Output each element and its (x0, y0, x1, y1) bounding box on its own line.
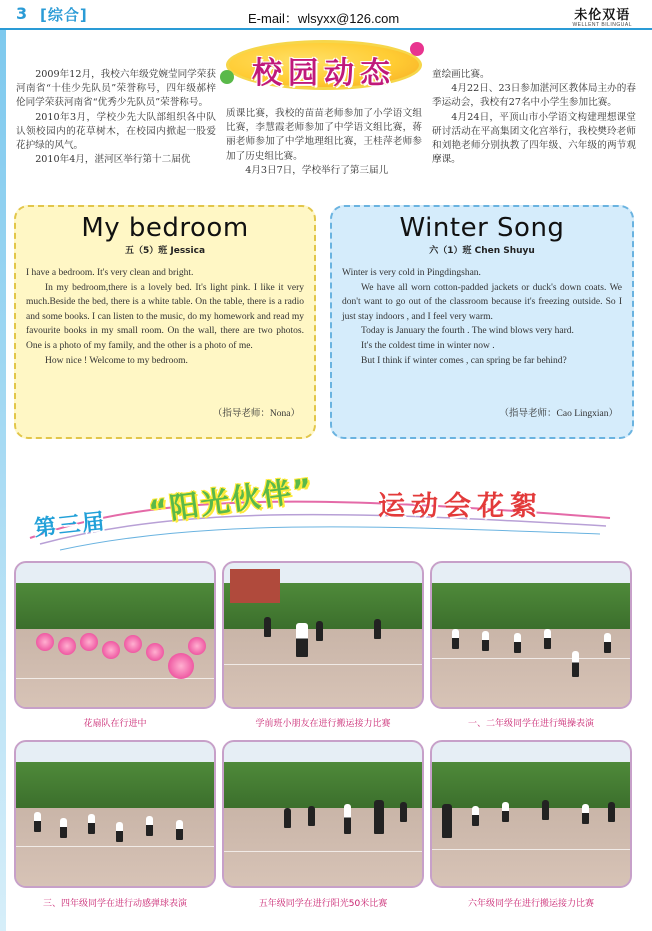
photo-caption: 学前班小朋友在进行搬运接力比赛 (255, 719, 391, 729)
page-number: 3 (16, 4, 28, 23)
news-paragraph: 质课比赛，我校的苗苗老师参加了小学语文组比赛，李慧霞老师参加了中学语文组比赛，蒋丽老师参加了中学地理组比赛，王桂萍老师参加了历史组比赛。 (226, 108, 422, 162)
sports-title-highlights: 运动会花絮 (378, 491, 543, 522)
photo-fan-team (14, 561, 216, 709)
article-paragraph: Winter is very cold in Pingdingshan. (342, 268, 481, 278)
article-title: Winter Song (399, 213, 565, 243)
campus-news-banner (226, 40, 422, 90)
sports-title-edition: 第三届 (33, 509, 108, 542)
article-teacher: （指导老师：Cao Lingxian） (499, 409, 618, 419)
left-margin-bar (0, 30, 6, 931)
news-column-2 (226, 107, 422, 178)
sports-title-theme: “阳光伙伴” (146, 471, 316, 529)
article-paragraph: How nice ! Welcome to my bedroom. (45, 355, 188, 366)
page-header (0, 0, 652, 30)
photo-caption: 五年级同学在进行阳光50米比赛 (258, 899, 388, 909)
news-paragraph: 4月22日、23日参加湛河区教体局主办的春季运动会，我校有27名中小学生参加比赛。 (432, 83, 636, 109)
article-byline: 五（5）班 Jessica (124, 246, 206, 256)
section-label: [综合] (40, 6, 88, 24)
news-paragraph: 4月3日7日，学校举行了第三届儿 (245, 164, 389, 176)
logo-english: WELLENT BILINGUAL (572, 22, 632, 28)
header-rule (0, 28, 652, 30)
news-paragraph: 童绘画比赛。 (432, 69, 490, 80)
photo-ball-performance (14, 740, 216, 888)
article-paragraph: But I think if winter comes , can spring be far behind? (361, 355, 567, 366)
article-paragraph: In my bedroom,there is a lovely bed. It's light pink. I like it very much.Beside the bed, there is a white table. On the table, there is a radio and some books. I can listen to the music, do my homework and read my favourite books in my small room. On the wall, there are two photos. One is a photo of my family, and the other is a photo of me. (26, 282, 304, 351)
photo-50m-race (222, 740, 424, 888)
photo-caption: 花扇队在行进中 (83, 719, 147, 729)
photo-caption: 六年级同学在进行搬运接力比赛 (467, 899, 594, 909)
article-title: My bedroom (81, 213, 249, 243)
publication-logo (572, 4, 632, 28)
article-body (342, 266, 622, 368)
article-paragraph: We have all worn cotton-padded jackets or duck's down coats. We don't want to go out of the classroom because it's freezing outside. So I just stay indoors , and I feel very warm. (342, 282, 622, 322)
news-column-3 (432, 68, 636, 167)
article-paragraph: It's the coldest time in winter now . (361, 340, 495, 351)
news-paragraph: 2010年4月，湛河区举行第十二届优 (35, 154, 191, 166)
email-address: E-mail：wlsyxx@126.com (248, 11, 400, 26)
photo-preschool-relay (222, 561, 424, 709)
news-paragraph: 2010年3月，学校少先大队部组织各中队认领校园内的花草树木，在校园内掀起一股爱花护绿的风气。 (16, 111, 216, 152)
logo-chinese: 未伦双语 (574, 8, 631, 23)
article-teacher: （指导老师：Nona） (212, 409, 300, 419)
banner-title: 校园动态 (252, 56, 396, 91)
photo-grade6-relay (430, 740, 632, 888)
article-paragraph: I have a bedroom. It's very clean and bright. (26, 268, 194, 278)
article-paragraph: Today is January the fourth . The wind blows very hard. (361, 326, 574, 337)
news-column-1 (16, 68, 216, 167)
article-body (26, 266, 304, 368)
my-bedroom-article (14, 205, 316, 439)
news-paragraph: 4月24日，平顶山市小学语文构建理想课堂研讨活动在平高集团文化宫举行，我校樊玲老师和刘艳老师分别执教了四年级、六年级的两节观摩课。 (432, 111, 636, 166)
photo-caption: 一、二年级同学在进行绳操表演 (467, 719, 594, 729)
winter-song-article (330, 205, 634, 439)
news-paragraph: 2009年12月，我校六年级党婉莹同学荣获河南省“十佳少先队员”荣誉称号，四年级郝梓伦同学荣获河南省“优秀少先队员”荣誉称号。 (16, 69, 216, 109)
photo-rope-exercise (430, 561, 632, 709)
article-byline: 六（1）班 Chen Shuyu (429, 246, 535, 256)
photo-caption: 三、四年级同学在进行动感弹球表演 (42, 899, 187, 909)
